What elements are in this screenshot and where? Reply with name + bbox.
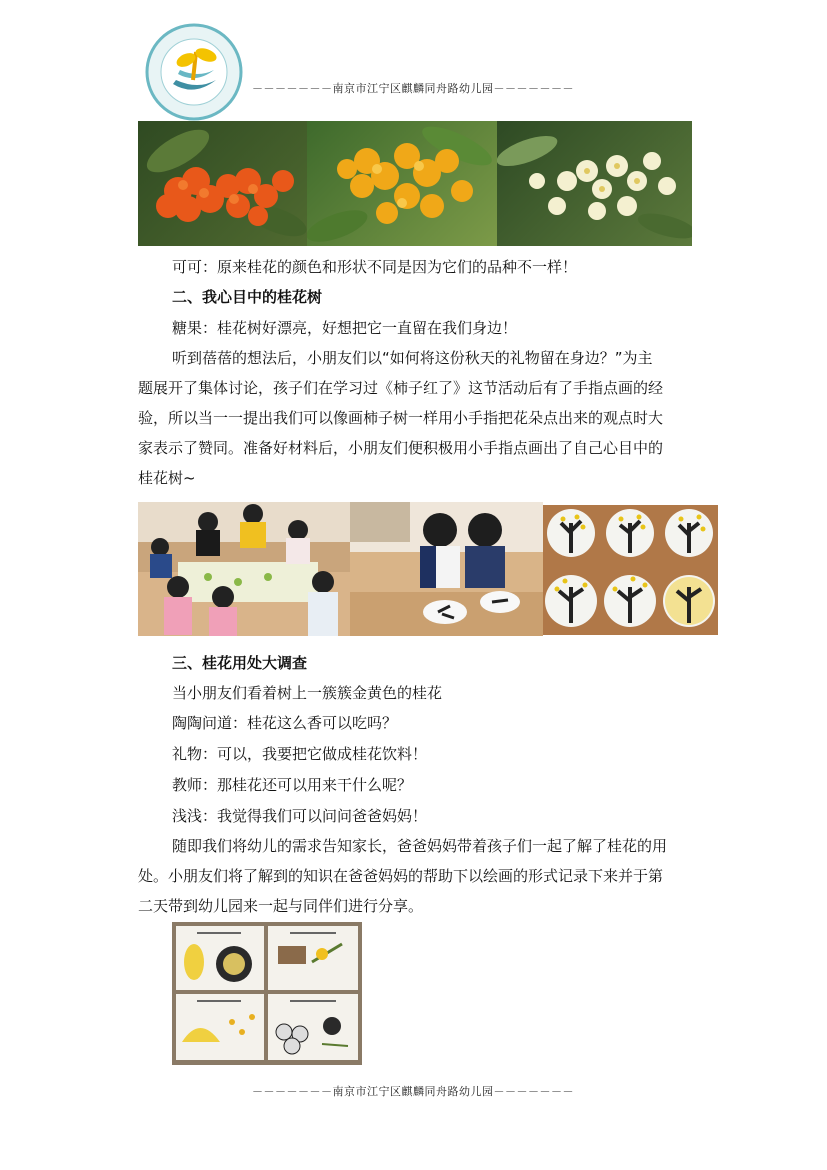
section3-para-line3: 二天带到幼儿园来一起与同伴们进行分享。 (138, 897, 424, 915)
section3-heading: 三、桂花用处大调查 (172, 654, 308, 672)
dialog-keke: 可可：原来桂花的颜色和形状不同是因为它们的品种不一样！ (172, 258, 578, 276)
footer-line: －－－－－－－南京市江宁区麒麟同舟路幼儿园－－－－－－－ (252, 1085, 574, 1098)
children-dotting-plates-photo (350, 502, 543, 636)
golden-osmanthus-photo (307, 121, 497, 246)
dialog-taotao: 陶陶问道：桂花这么香可以吃吗？ (172, 714, 398, 732)
section3-para-line2: 处。小朋友们将了解到的知识在爸爸妈妈的帮助下以绘画的形式记录下来并于第 (138, 867, 664, 885)
section3-para-line1: 随即我们将幼儿的需求告知家长，爸爸妈妈带着孩子们一起了解了桂花的用 (172, 837, 668, 855)
section2-para-line4: 家表示了赞同。准备好材料后，小朋友们便积极用小手指点画出了自己心目中的 (138, 439, 664, 457)
dialog-liwu: 礼物：可以，我要把它做成桂花饮料！ (172, 745, 428, 763)
section2-para-line3: 验，所以当一一提出我们可以像画柿子树一样用小手指把花朵点出来的观点时大 (138, 409, 664, 427)
section2-para-line5: 桂花树~ (138, 469, 196, 487)
orange-osmanthus-photo (138, 121, 307, 246)
children-painting-table-photo (138, 502, 350, 636)
family-record-sheets-photo (172, 922, 362, 1065)
section2-para-line2: 题展开了集体讨论，孩子们在学习过《柿子红了》这节活动后有了手指点画的经 (138, 379, 664, 397)
section3-intro: 当小朋友们看着树上一簇簇金黄色的桂花 (172, 684, 443, 702)
dialog-tangguo: 糖果：桂花树好漂亮，好想把它一直留在我们身边！ (172, 319, 518, 337)
section2-heading: 二、我心目中的桂花树 (172, 288, 323, 306)
section2-para-line1: 听到蓓蓓的想法后，小朋友们以“如何将这份秋天的礼物留在身边？”为主 (172, 349, 653, 367)
header-line: －－－－－－－南京市江宁区麒麟同舟路幼儿园－－－－－－－ (252, 82, 574, 95)
dialog-teacher: 教师：那桂花还可以用来干什么呢？ (172, 776, 413, 794)
dialog-qianqian: 浅浅：我觉得我们可以问问爸爸妈妈！ (172, 807, 428, 825)
finished-plate-paintings-photo (543, 505, 718, 635)
white-osmanthus-photo (497, 121, 692, 246)
kindergarten-logo (138, 22, 250, 122)
